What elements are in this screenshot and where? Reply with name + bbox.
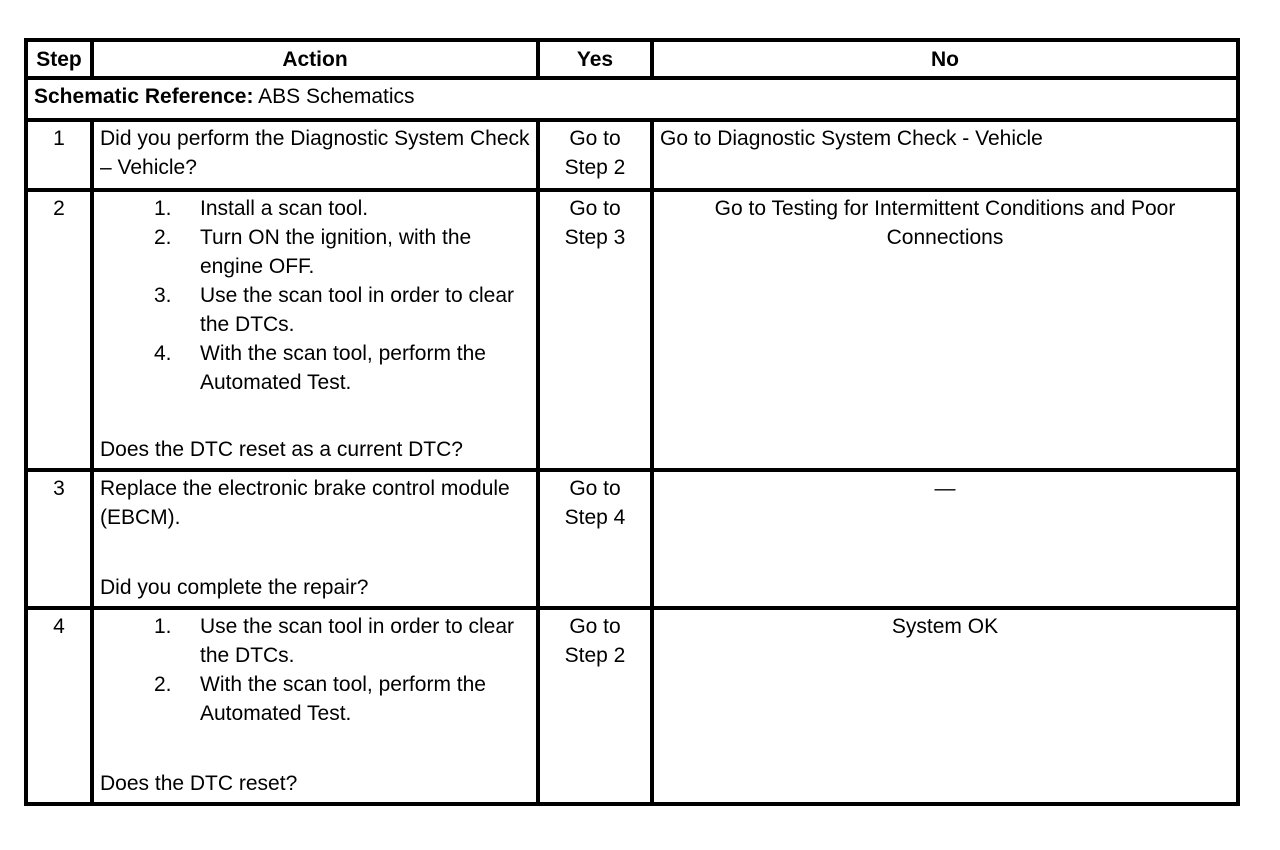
action-cell xyxy=(92,608,538,804)
action-question: Did you complete the repair? xyxy=(100,576,369,599)
list-item: 3. Use the scan tool in order to clear the DTCs. xyxy=(154,284,514,336)
table-row xyxy=(26,608,1238,804)
step-number: 1 xyxy=(26,120,92,190)
no-cell: — xyxy=(652,470,1238,608)
action-text: Did you perform the Diagnostic System Check – Vehicle? xyxy=(100,127,530,179)
table-row xyxy=(26,120,1238,190)
schematic-value: ABS Schematics xyxy=(253,85,415,108)
action-question: Does the DTC reset as a current DTC? xyxy=(100,438,463,461)
action-steps-list xyxy=(100,612,530,728)
table-row xyxy=(26,470,1238,608)
step-number: 3 xyxy=(26,470,92,608)
action-cell xyxy=(92,190,538,470)
action-text: Replace the electronic brake control module (EBCM). xyxy=(100,477,510,529)
action-steps-list xyxy=(100,194,530,397)
no-cell: Go to Diagnostic System Check - Vehicle xyxy=(652,120,1238,190)
yes-cell: Go to Step 2 xyxy=(538,608,652,804)
list-item: 1. Install a scan tool. xyxy=(154,197,369,220)
list-item: 2. With the scan tool, perform the Automated Test. xyxy=(154,673,486,725)
schematic-label: Schematic Reference: xyxy=(34,85,254,108)
table-row xyxy=(26,190,1238,470)
no-cell: Go to Testing for Intermittent Conditions and Poor Connections xyxy=(652,190,1238,470)
yes-cell: Go to Step 2 xyxy=(538,120,652,190)
schematic-reference xyxy=(26,78,1238,120)
header-no: No xyxy=(652,40,1238,78)
step-number: 2 xyxy=(26,190,92,470)
diagnostic-table xyxy=(24,38,1240,806)
diagnostic-table-container xyxy=(24,38,1240,806)
action-cell xyxy=(92,470,538,608)
action-question: Does the DTC reset? xyxy=(100,772,298,795)
list-item: 4. With the scan tool, perform the Automated Test. xyxy=(154,342,486,394)
header-yes: Yes xyxy=(538,40,652,78)
list-item: 2. Turn ON the ignition, with the engine OFF. xyxy=(154,226,472,278)
step-number: 4 xyxy=(26,608,92,804)
schematic-row xyxy=(26,78,1238,120)
no-cell: System OK xyxy=(652,608,1238,804)
header-action: Action xyxy=(92,40,538,78)
header-step: Step xyxy=(26,40,92,78)
list-item: 1. Use the scan tool in order to clear the DTCs. xyxy=(154,615,514,667)
yes-cell: Go to Step 4 xyxy=(538,470,652,608)
header-row xyxy=(26,40,1238,78)
yes-cell: Go to Step 3 xyxy=(538,190,652,470)
action-cell xyxy=(92,120,538,190)
